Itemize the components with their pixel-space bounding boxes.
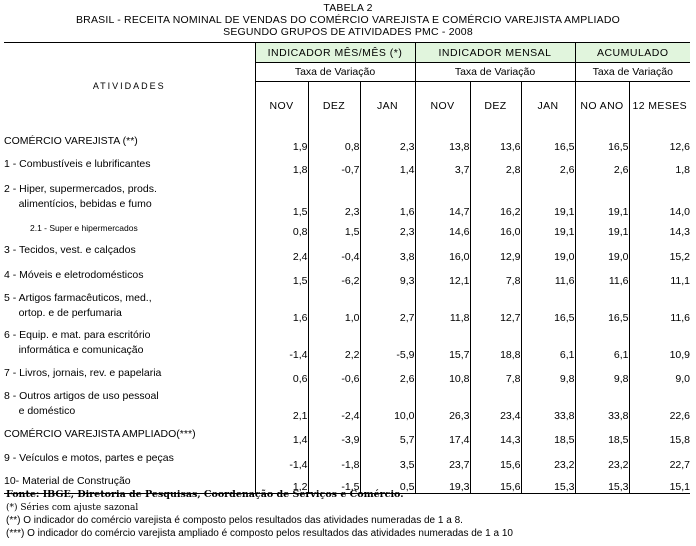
cell-value: 1,4 [255, 422, 308, 446]
row-label [4, 446, 255, 471]
row-label [4, 176, 255, 218]
cell-value: 3,5 [360, 446, 415, 471]
cell-value: -1,4 [255, 446, 308, 471]
cell-value: 3,8 [360, 238, 415, 263]
cell-value: -1,5 [308, 471, 360, 493]
row-label [4, 238, 255, 263]
row-label-line: 8 - Outros artigos de uso pessoal [4, 389, 159, 402]
table-row [4, 361, 690, 385]
cell-value: 1,5 [308, 218, 360, 238]
cell-value: 2,3 [308, 176, 360, 218]
cell-value: 12,9 [470, 238, 521, 263]
row-label-line: 5 - Artigos farmacêuticos, med., [4, 291, 152, 304]
cell-value: -0,4 [308, 238, 360, 263]
cell-value: 15,2 [629, 238, 690, 263]
table-body [4, 129, 690, 493]
cell-value: 19,1 [521, 176, 575, 218]
cell-value: 2,6 [521, 153, 575, 176]
table-row [4, 238, 690, 263]
row-label-line: COMÉRCIO VAREJISTA (**) [4, 134, 138, 147]
cell-value: 16,5 [521, 287, 575, 324]
cell-value: 3,7 [415, 153, 470, 176]
row-label-line: informática e comunicação [4, 343, 144, 356]
cell-value: 6,1 [521, 324, 575, 361]
cell-value: 2,1 [255, 385, 308, 422]
cell-value: 13,8 [415, 129, 470, 153]
row-label [4, 422, 255, 446]
row-label-line: 3 - Tecidos, vest. e calçados [4, 244, 136, 256]
cell-value: 0,6 [255, 361, 308, 385]
footnote-2: (**) O indicador do comércio varejista é composto pelos resultados das atividades numeradas de 1 a 8. [6, 515, 463, 526]
cell-value: 9,8 [575, 361, 629, 385]
cell-value: 19,1 [521, 218, 575, 238]
cell-value: 1,8 [629, 153, 690, 176]
cell-value: 9,8 [521, 361, 575, 385]
cell-value: 10,8 [415, 361, 470, 385]
data-table [4, 42, 690, 494]
row-label [4, 287, 255, 324]
cell-value: -3,9 [308, 422, 360, 446]
cell-value: -5,9 [360, 324, 415, 361]
cell-value: 11,6 [575, 263, 629, 287]
cell-value: 33,8 [521, 385, 575, 422]
cell-value: 16,5 [575, 129, 629, 153]
row-label-line: 4 - Móveis e eletrodomésticos [4, 268, 144, 281]
cell-value: 15,3 [521, 471, 575, 493]
cell-value: 14,6 [415, 218, 470, 238]
column-header-month: DEZ [308, 82, 360, 130]
row-label-line: 10- Material de Construção [4, 475, 131, 488]
row-label-line: 7 - Livros, jornais, rev. e papelaria [4, 366, 162, 379]
cell-value: 19,1 [575, 218, 629, 238]
cell-value: 23,4 [470, 385, 521, 422]
cell-value: 17,4 [415, 422, 470, 446]
cell-value: 1,5 [255, 176, 308, 218]
cell-value: 22,7 [629, 446, 690, 471]
cell-value: 1,6 [255, 287, 308, 324]
cell-value: 11,8 [415, 287, 470, 324]
cell-value: 13,6 [470, 129, 521, 153]
cell-value: 10,0 [360, 385, 415, 422]
cell-value: 23,7 [415, 446, 470, 471]
cell-value: 16,5 [521, 129, 575, 153]
subheader-taxa: Taxa de Variação [415, 63, 575, 82]
cell-value: 1,4 [360, 153, 415, 176]
cell-value: 7,8 [470, 361, 521, 385]
cell-value: 18,5 [521, 422, 575, 446]
table-row [4, 218, 690, 238]
cell-value: 15,8 [629, 422, 690, 446]
cell-value: 33,8 [575, 385, 629, 422]
cell-value: -6,2 [308, 263, 360, 287]
cell-value: 15,7 [415, 324, 470, 361]
row-label-line: ortop. e de perfumaria [4, 306, 122, 319]
row-label [4, 361, 255, 385]
cell-value: 15,1 [629, 471, 690, 493]
cell-value: -0,7 [308, 153, 360, 176]
column-header-month: JAN [360, 82, 415, 130]
cell-value: 2,6 [575, 153, 629, 176]
cell-value: 0,8 [308, 129, 360, 153]
cell-value: 16,0 [415, 238, 470, 263]
cell-value: 16,2 [470, 176, 521, 218]
row-label [4, 129, 255, 153]
column-header-month: NO ANO [575, 82, 629, 130]
cell-value: -1,4 [255, 324, 308, 361]
table-row [4, 422, 690, 446]
cell-value: 2,3 [360, 218, 415, 238]
cell-value: -1,8 [308, 446, 360, 471]
cell-value: 1,8 [255, 153, 308, 176]
cell-value: -0,6 [308, 361, 360, 385]
subheader-taxa: Taxa de Variação [255, 63, 415, 82]
cell-value: 6,1 [575, 324, 629, 361]
table-row [4, 129, 690, 153]
cell-value: 10,9 [629, 324, 690, 361]
cell-value: 14,0 [629, 176, 690, 218]
row-label [4, 324, 255, 361]
cell-value: 22,6 [629, 385, 690, 422]
cell-value: 12,1 [415, 263, 470, 287]
cell-value: 9,3 [360, 263, 415, 287]
column-header-month: NOV [415, 82, 470, 130]
row-label-line: 2.1 - Super e hipermercados [30, 222, 138, 233]
row-label [4, 218, 255, 238]
table-row [4, 446, 690, 471]
row-label-line: 6 - Equip. e mat. para escritório [4, 328, 151, 341]
row-label-line: COMÉRCIO VAREJISTA AMPLIADO(***) [4, 427, 196, 440]
cell-value: 19,1 [575, 176, 629, 218]
table-row [4, 263, 690, 287]
cell-value: 5,7 [360, 422, 415, 446]
table-row [4, 153, 690, 176]
table-row [4, 287, 690, 324]
group-header-mensal: INDICADOR MENSAL [415, 43, 575, 63]
table-row [4, 176, 690, 218]
cell-value: 2,3 [360, 129, 415, 153]
table-row [4, 385, 690, 422]
table-row [4, 324, 690, 361]
cell-value: 9,0 [629, 361, 690, 385]
cell-value: 23,2 [521, 446, 575, 471]
column-header-month: 12 MESES [629, 82, 690, 130]
table-subtitle: SEGUNDO GRUPOS DE ATIVIDADES PMC - 2008 [223, 26, 473, 38]
table-number: TABELA 2 [323, 2, 373, 14]
subheader-taxa: Taxa de Variação [575, 63, 690, 82]
row-label-line: 9 - Veículos e motos, partes e peças [4, 452, 174, 464]
group-header-mes-mes: INDICADOR MÊS/MÊS (*) [255, 43, 415, 63]
cell-value: 19,3 [415, 471, 470, 493]
cell-value: 11,1 [629, 263, 690, 287]
cell-value: 14,7 [415, 176, 470, 218]
column-header-month: JAN [521, 82, 575, 130]
cell-value: 2,2 [308, 324, 360, 361]
row-label-line: alimentícios, bebidas e fumo [4, 198, 152, 210]
column-header-month: NOV [255, 82, 308, 130]
cell-value: 12,7 [470, 287, 521, 324]
source-note: Fonte: IBGE, Diretoria de Pesquisas, Coordenação de Serviços e Comércio. [6, 489, 404, 500]
cell-value: 18,8 [470, 324, 521, 361]
cell-value: 19,0 [575, 238, 629, 263]
row-label [4, 385, 255, 422]
cell-value: 2,7 [360, 287, 415, 324]
cell-value: 1,6 [360, 176, 415, 218]
cell-value: 19,0 [521, 238, 575, 263]
footnote-1: (*) Séries com ajuste sazonal [6, 503, 139, 513]
cell-value: 0,5 [360, 471, 415, 493]
column-header-atividades: ATIVIDADES [4, 43, 255, 130]
row-label-line: e doméstico [4, 404, 76, 417]
cell-value: 14,3 [629, 218, 690, 238]
cell-value: 16,0 [470, 218, 521, 238]
table-title: BRASIL - RECEITA NOMINAL DE VENDAS DO COMÉRCIO VAREJISTA E COMÉRCIO VAREJISTA AMPLIADO [75, 14, 621, 26]
cell-value: 16,5 [575, 287, 629, 324]
column-header-month: DEZ [470, 82, 521, 130]
group-header-acumulado: ACUMULADO [575, 43, 690, 63]
row-label [4, 153, 255, 176]
cell-value: 2,6 [360, 361, 415, 385]
cell-value: 23,2 [575, 446, 629, 471]
row-label [4, 263, 255, 287]
row-label-line: 1 - Combustíveis e lubrificantes [4, 158, 151, 170]
cell-value: 15,6 [470, 471, 521, 493]
footnote-3: (***) O indicador do comércio varejista ampliado é composto pelos resultados das atividades numeradas de 1 a 10 [6, 528, 513, 539]
cell-value: 7,8 [470, 263, 521, 287]
cell-value: 2,8 [470, 153, 521, 176]
cell-value: 1,5 [255, 263, 308, 287]
cell-value: 26,3 [415, 385, 470, 422]
cell-value: 15,6 [470, 446, 521, 471]
cell-value: 12,6 [629, 129, 690, 153]
cell-value: 1,9 [255, 129, 308, 153]
cell-value: 14,3 [470, 422, 521, 446]
cell-value: 0,8 [255, 218, 308, 238]
row-label-line: 2 - Hiper, supermercados, prods. [4, 183, 157, 195]
cell-value: 18,5 [575, 422, 629, 446]
cell-value: 1,2 [255, 471, 308, 493]
cell-value: 15,3 [575, 471, 629, 493]
cell-value: 1,0 [308, 287, 360, 324]
cell-value: 11,6 [521, 263, 575, 287]
cell-value: 2,4 [255, 238, 308, 263]
cell-value: -2,4 [308, 385, 360, 422]
cell-value: 11,6 [629, 287, 690, 324]
